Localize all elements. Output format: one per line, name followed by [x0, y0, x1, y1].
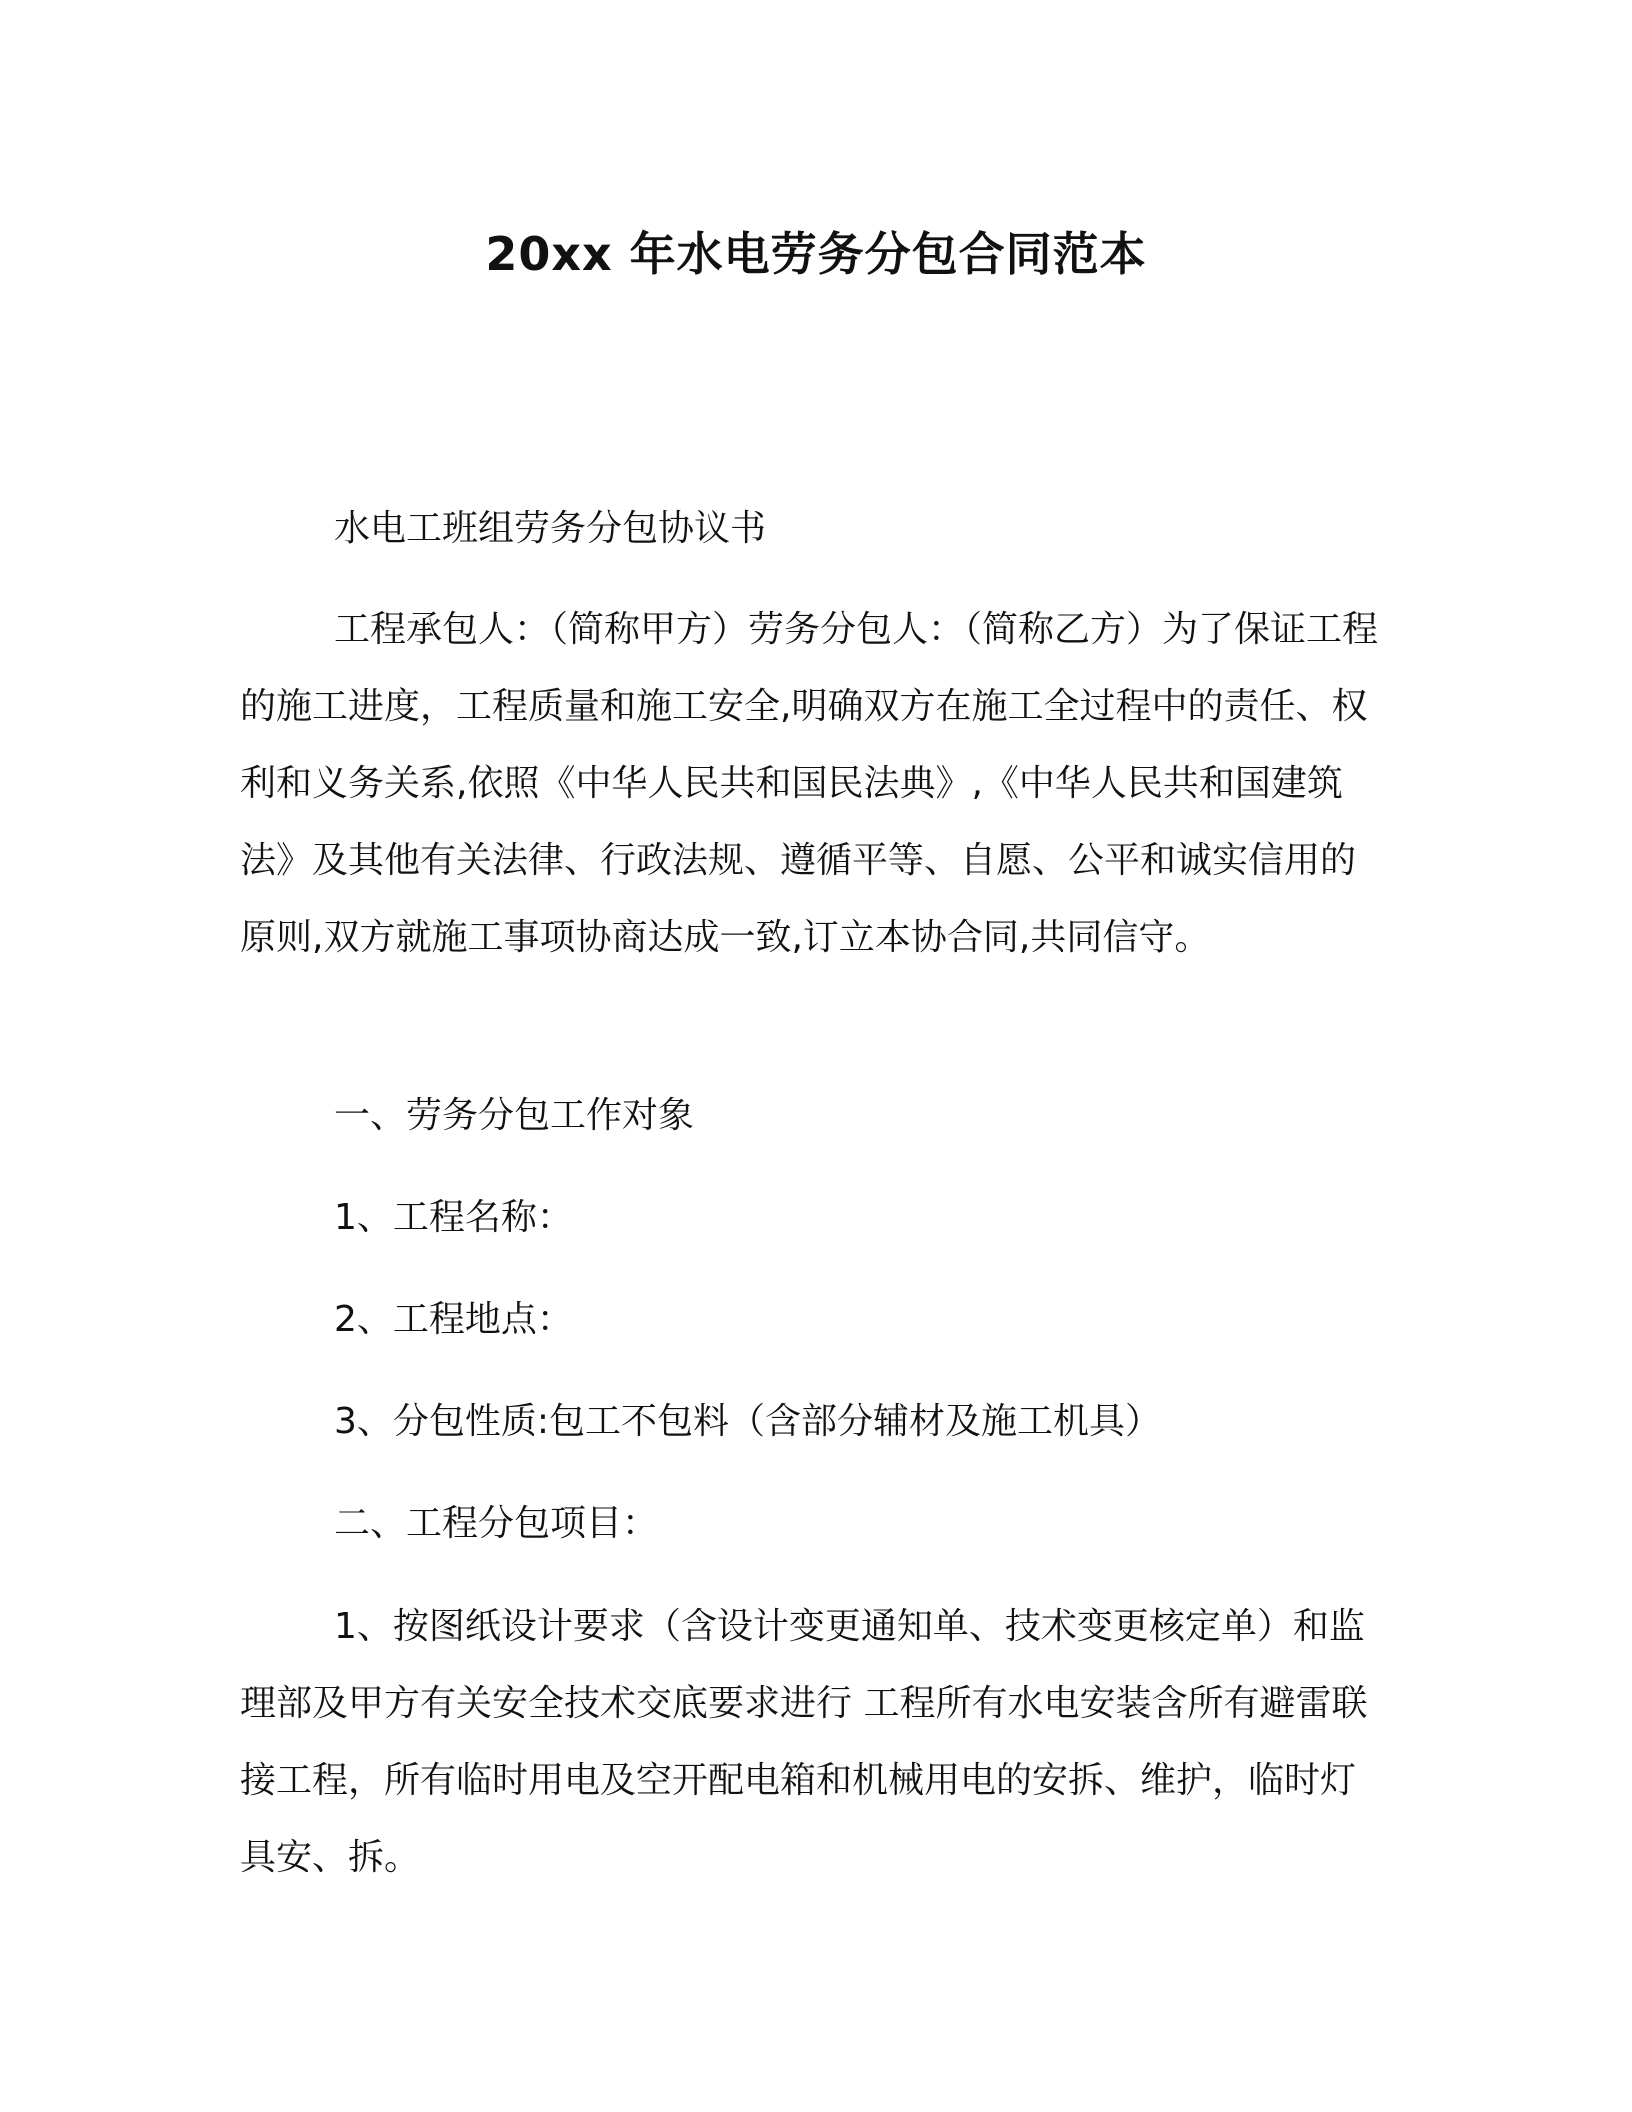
section-one-heading: 一、劳务分包工作对象 — [334, 1095, 695, 1136]
section-two-heading: 二、工程分包项目： — [334, 1503, 659, 1544]
project-name-item: 1、工程名称： — [334, 1197, 573, 1238]
subcontract-nature-item: 3、分包性质:包工不包料（含部分辅材及施工机具） — [334, 1401, 1162, 1442]
document-title: 20xx 年水电劳务分包合同范本 — [485, 227, 1147, 281]
intro-paragraph: 工程承包人：（简称甲方）劳务分包人：（简称乙方）为了保证工程的施工进度，工程质量和施工安全,明确双方在施工全过程中的责任、权利和义务关系,依照《中华人民共和国民法典》,《中华人民共和国建筑法》及其他有关法律、行政法规、遵循平等、自愿、公平和诚实信用的原则,双方就施工事项协商达成一致,订立本协合同,共同信守。 — [240, 609, 1379, 958]
section-two-item-one: 1、按图纸设计要求（含设计变更通知单、技术变更核定单）和监理部及甲方有关安全技术交底要求进行 工程所有水电安装含所有避雷联接工程，所有临时用电及空开配电箱和机械用电的安拆、维护，临时灯具安、拆。 — [240, 1606, 1368, 1878]
project-location-item: 2、工程地点： — [334, 1299, 573, 1340]
agreement-subtitle: 水电工班组劳务分包协议书 — [334, 508, 767, 549]
